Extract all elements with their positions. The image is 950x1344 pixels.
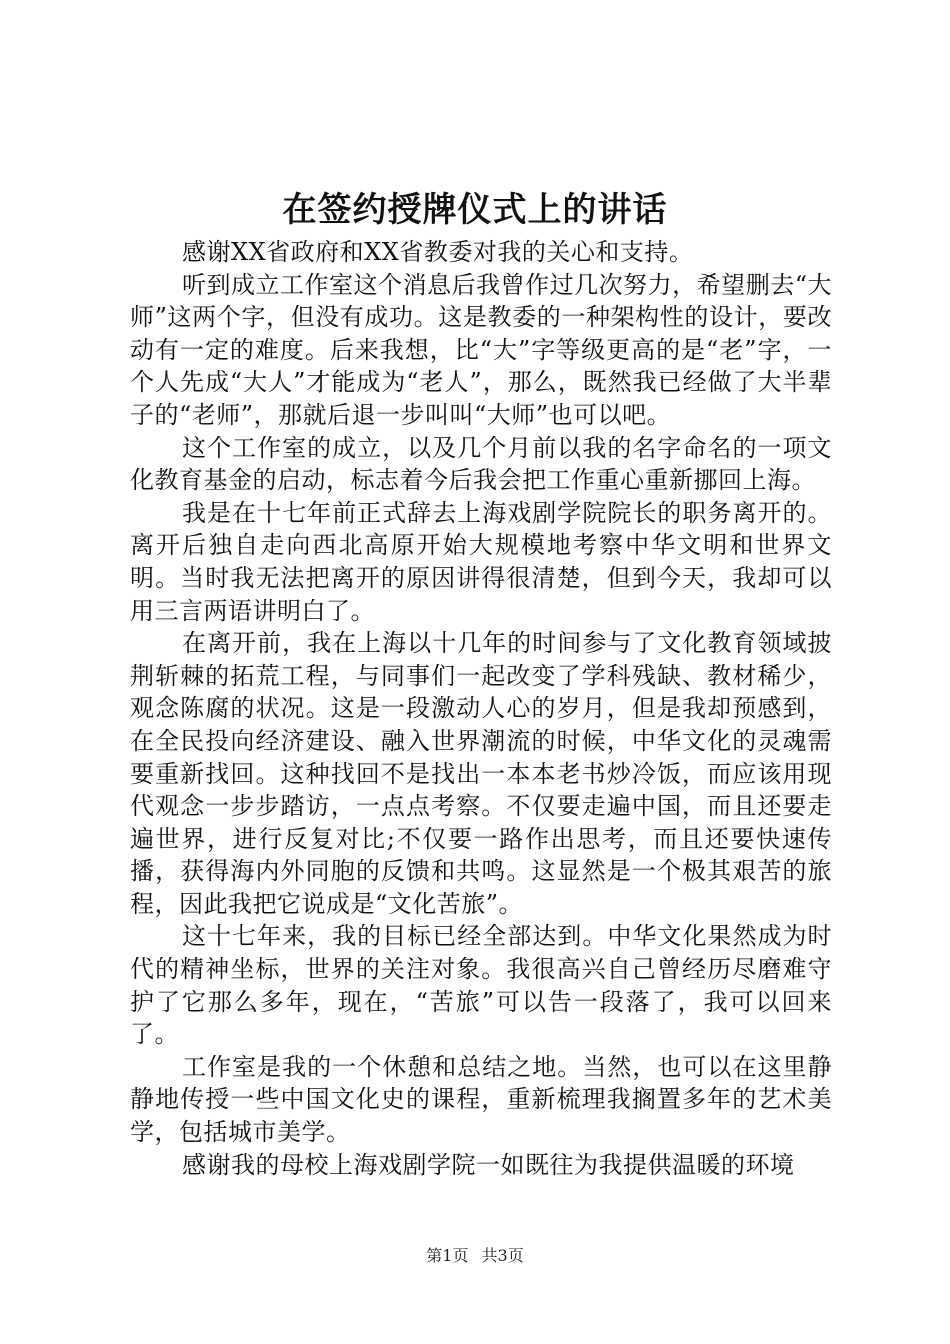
page-footer bbox=[0, 1244, 950, 1268]
page-number: 第1页 bbox=[426, 1246, 469, 1265]
document-title: 在签约授牌仪式上的讲话 bbox=[282, 190, 668, 230]
paragraph-4: 我是在十七年前正式辞去上海戏剧学院院长的职务离开的。离开后独自走向西北高原开始大规模地考察中华文明和世界文明。当时我无法把离开的原因讲得很清楚，但到今天，我却可以用三言两语讲明白了。 bbox=[130, 498, 832, 625]
paragraph-8: 感谢我的母校上海戏剧学院一如既往为我提供温暖的环境 bbox=[182, 1150, 795, 1179]
paragraph-6: 这十七年来，我的目标已经全部达到。中华文化果然成为时代的精神坐标，世界的关注对象。我很高兴自己曾经历尽磨难守护了它那么多年，现在，“苦旅”可以告一段落了，我可以回来了。 bbox=[130, 922, 832, 1049]
paragraph-1: 感谢XX省政府和XX省教委对我的关心和支持。 bbox=[182, 238, 694, 266]
paragraph-5: 在离开前，我在上海以十几年的时间参与了文化教育领域披荆斩棘的拓荒工程，与同事们一起改变了学科残缺、教材稀少，观念陈腐的状况。这是一段激动人心的岁月，但是我却预感到，在全民投向经济建设、融入世界潮流的时候，中华文化的灵魂需要重新找回。这种找回不是找出一本本老书炒冷饭，而应该用现代观念一步步踏访，一点点考察。不仅要走遍中国，而且还要走遍世界，进行反复对比;不仅要一路作出思考，而且还要快速传播，获得海内外同胞的反馈和共鸣。这显然是一个极其艰苦的旅程，因此我把它说成是“文化苦旅”。 bbox=[130, 629, 832, 918]
page-total: 共3页 bbox=[481, 1246, 524, 1265]
paragraph-7: 工作室是我的一个休憩和总结之地。当然，也可以在这里静静地传授一些中国文化史的课程，重新梳理我搁置多年的艺术美学，包括城市美学。 bbox=[130, 1052, 832, 1147]
paragraph-3: 这个工作室的成立，以及几个月前以我的名字命名的一项文化教育基金的启动，标志着今后我会把工作重心重新挪回上海。 bbox=[130, 433, 832, 495]
document-body bbox=[130, 236, 832, 1181]
paragraph-2: 听到成立工作室这个消息后我曾作过几次努力，希望删去“大师”这两个字，但没有成功。这是教委的一种架构性的设计，要改动有一定的难度。后来我想，比“大”字等级更高的是“老”字，一个人先成“大人”才能成为“老人”，那么，既然我已经做了大半辈子的“老师”，那就后退一步叫叫“大师”也可以吧。 bbox=[130, 270, 832, 429]
